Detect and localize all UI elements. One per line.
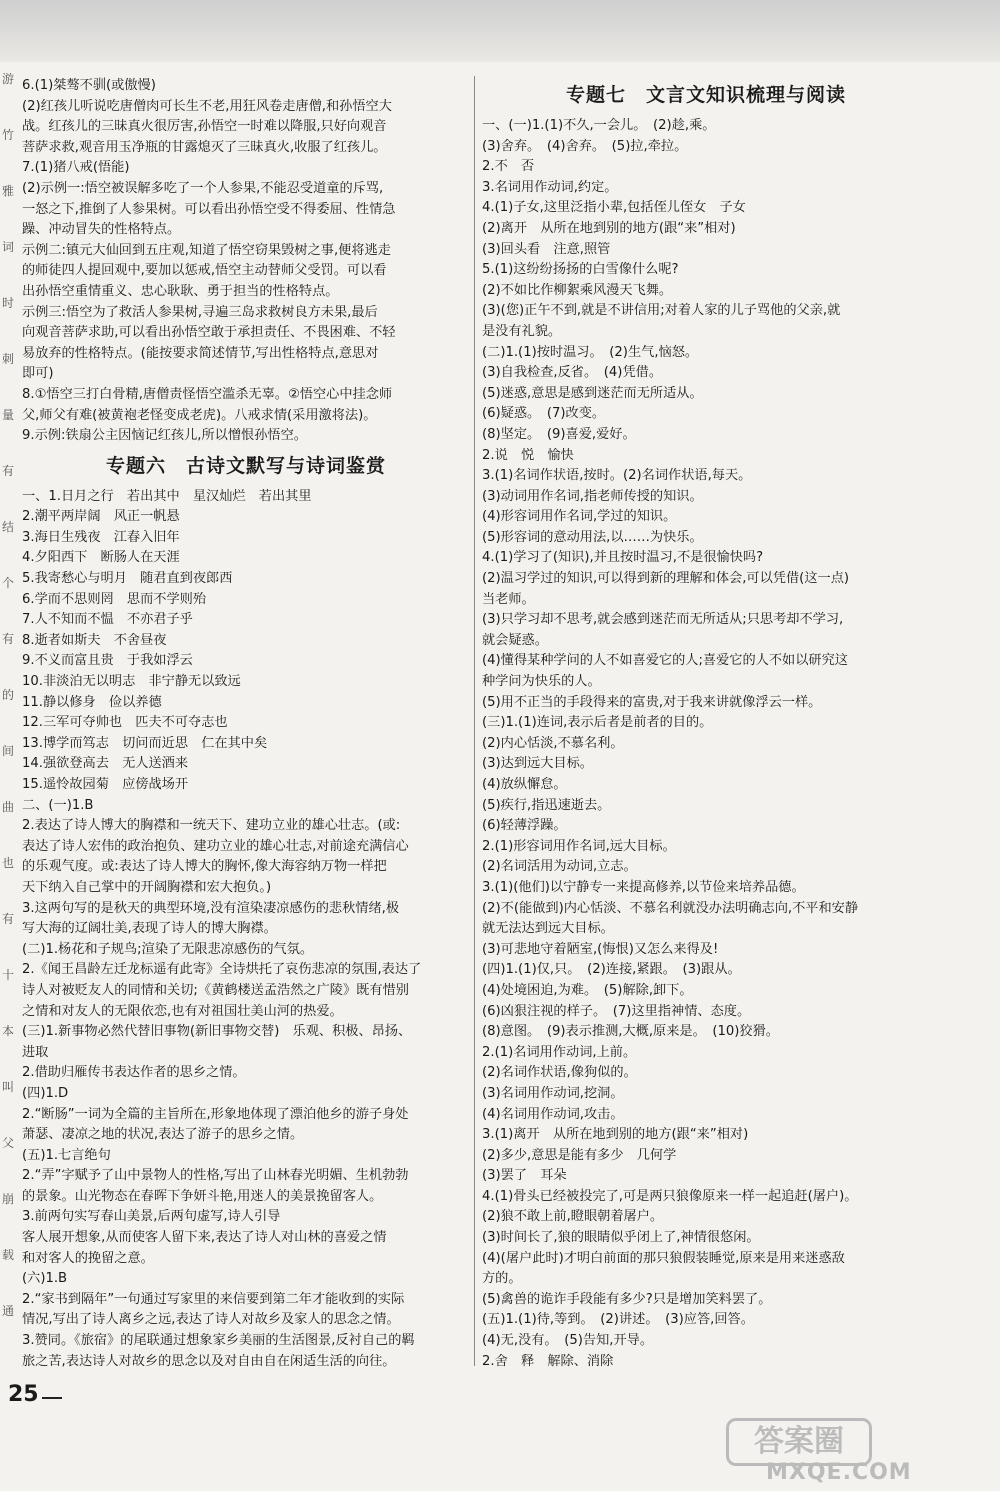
answer-line: 就会疑惑。	[482, 632, 548, 648]
edge-char: 竹	[2, 128, 15, 142]
answer-line: (2)不(能做到)内心恬淡、不慕名利就没办法明确志向,不平和安静	[482, 900, 859, 916]
answer-line: 当老师。	[482, 591, 535, 607]
answer-line: 12.三军可夺帅也 匹夫不可夺志也	[22, 715, 228, 731]
answer-line: (6)凶狠注视的样子。 (7)这里指神情、态度。	[482, 1003, 751, 1019]
answer-line: (2)名词活用为动词,立志。	[482, 859, 637, 875]
answer-line: 写大海的辽阔壮美,表现了诗人的博大胸襟。	[22, 921, 277, 937]
answer-line: (2)内心恬淡,不慕名利。	[482, 735, 624, 751]
answer-line: 13.博学而笃志 切问而近思 仁在其中矣	[22, 735, 268, 751]
answer-line: (2)多少,意思是能有多少 几何学	[482, 1147, 677, 1163]
answer-line: 2.舍 释 解除、消除	[482, 1353, 614, 1369]
answer-line: 就无法达到远大目标。	[482, 921, 614, 937]
edge-char: 雅	[2, 184, 15, 198]
answer-line: 11.静以修身 俭以养德	[22, 694, 162, 710]
answer-line: (5)用不正当的手段得来的富贵,对于我来讲就像浮云一样。	[482, 694, 822, 710]
answer-line: 2.“家书到隔年”一句通过写家里的来信要到第二年才能收到的实际	[22, 1291, 405, 1307]
answer-line: 14.强欲登高去 无人送酒来	[22, 756, 189, 772]
right-column	[482, 76, 930, 1372]
answer-line: 的景象。山光物态在春晖下争妍斗艳,用迷人的美景挽留客人。	[22, 1188, 383, 1204]
answer-line: 二、(一)1.B	[22, 797, 94, 813]
answer-line: 方的。	[482, 1271, 522, 1287]
answer-line: (2)不如比作柳絮乘风漫天飞舞。	[482, 282, 673, 298]
answer-line: 一、(一)1.(1)不久,一会儿。 (2)趁,乘。	[482, 118, 716, 133]
left-column	[22, 76, 470, 1372]
answer-line: 4.(1)骨头已经被投完了,可是两只狼像原来一样一起追赶(屠户)。	[482, 1188, 858, 1204]
answer-line: 旅之苦,表达诗人对故乡的思念以及对自由自在闲适生活的向往。	[22, 1353, 396, 1369]
answer-line: 的师徒四人提回观中,要加以惩戒,悟空主动替师父受罚。可以看	[22, 263, 387, 279]
answer-line: 父,师父有难(被黄袍老怪变成老虎)。八戒求情(采用激将法)。	[22, 407, 377, 423]
answer-line: 2.不 否	[482, 159, 535, 175]
edge-char: 游	[2, 72, 15, 86]
answer-line: 易放弃的性格特点。(能按要求简述情节,写出性格特点,意思对	[22, 345, 379, 361]
answer-line: (2)名词作状语,像狗似的。	[482, 1065, 637, 1081]
answer-line: 即可)	[22, 366, 54, 382]
edge-char: 通	[2, 1304, 15, 1318]
answer-line: 一、1.日月之行 若出其中 星汉灿烂 若出其里	[22, 488, 312, 504]
edge-char: 有	[2, 632, 15, 646]
answer-line: 萧瑟、凄凉之地的状况,表达了游子的思乡之情。	[22, 1127, 304, 1143]
answer-line: (2)温习学过的知识,可以得到新的理解和体会,可以凭借(这一点)	[482, 571, 850, 587]
answer-line: 7.(1)猪八戒(悟能)	[22, 160, 130, 176]
answer-line: (5)形容词的意动用法,以……为快乐。	[482, 529, 703, 545]
answer-line: 8.①悟空三打白骨精,唐僧责怪悟空滥杀无辜。②悟空心中挂念师	[22, 386, 393, 402]
edge-char: 父	[2, 1136, 15, 1150]
answer-line: 4.(1)子女,这里泛指小辈,包括侄儿侄女 子女	[482, 200, 746, 216]
answer-line: 3.海日生残夜 江春入旧年	[22, 529, 180, 545]
answer-line: 进取	[22, 1044, 49, 1060]
answer-line: (2)狼不敢上前,瞪眼朝着屠户。	[482, 1209, 664, 1225]
scan-top-band	[0, 0, 1000, 62]
answer-line: 15.遥怜故园菊 应傍战场开	[22, 777, 189, 792]
answer-line: (4)形容词用作名词,学过的知识。	[482, 509, 677, 525]
answer-line: 客人展开想象,从而使客人留下来,表达了诗人对山林的喜爱之情	[22, 1230, 387, 1246]
answer-line: 情况,写出了诗人离乡之远,表达了诗人对故乡及家人的思念之情。	[22, 1312, 400, 1328]
answer-line: 2.“断肠”一词为全篇的主旨所在,形象地体现了漂泊他乡的游子身处	[22, 1106, 409, 1122]
edge-char: 载	[2, 1248, 15, 1262]
answer-line: 5.我寄愁心与明月 随君直到夜郎西	[22, 571, 233, 587]
answer-line: 诗人对被贬友人的同情和关切;《黄鹤楼送孟浩然之广陵》既有惜别	[22, 982, 409, 998]
answer-line: (二)1.(1)按时温习。 (2)生气,恼怒。	[482, 344, 699, 360]
answer-line: 2.借助归雁传书表达作者的思乡之情。	[22, 1065, 246, 1081]
answer-line: 躁、冲动冒失的性格特点。	[22, 222, 181, 238]
edge-char: 词	[2, 240, 15, 254]
answer-line: 表达了诗人宏伟的政治抱负、建功立业的雄心壮志,对前途充满信心	[22, 838, 409, 854]
answer-line: (8)意图。 (9)表示推测,大概,原来是。 (10)狡猾。	[482, 1024, 779, 1040]
left-edge-bleed-text	[0, 70, 16, 1370]
answer-line: 2.潮平两岸阔 风正一帆悬	[22, 509, 180, 525]
answer-line: (3)罢了 耳朵	[482, 1168, 567, 1184]
watermark	[726, 1418, 976, 1484]
edge-char: 的	[2, 688, 15, 702]
answer-line: 是没有礼貌。	[482, 323, 562, 339]
answer-line: (3)舍弃。 (4)舍弃。 (5)拉,牵拉。	[482, 138, 688, 154]
edge-char: 个	[2, 576, 15, 590]
section-7-title: 专题七 文言文知识梳理与阅读	[565, 84, 846, 106]
answer-line: (4)名词用作动词,攻击。	[482, 1106, 624, 1122]
answer-line: (2)离开 从所在地到别的地方(跟“来”相对)	[482, 220, 736, 236]
edge-char: 曲	[2, 800, 15, 814]
edge-char: 也	[2, 856, 15, 870]
answer-line: 和对客人的挽留之意。	[22, 1250, 154, 1266]
answer-line: 天下纳入自己掌中的开阔胸襟和宏大抱负。)	[22, 879, 272, 895]
answer-line: 7.人不知而不愠 不亦君子乎	[22, 612, 193, 628]
answer-line: (3)动词用作名词,指老师传授的知识。	[482, 488, 703, 504]
answer-line: 出孙悟空重情重义、忠心耿耿、勇于担当的性格特点。	[22, 283, 339, 299]
answer-line: (2)红孩儿听说吃唐僧肉可长生不老,用狂风卷走唐僧,和孙悟空大	[22, 98, 392, 114]
section-6-title: 专题六 古诗文默写与诗词鉴赏	[105, 454, 386, 477]
answer-line: (3)自我检查,反省。 (4)凭借。	[482, 365, 663, 381]
answer-line: 9.示例:铁扇公主因恼记红孩儿,所以憎恨孙悟空。	[22, 428, 307, 444]
answer-line: 战。红孩儿的三昧真火很厉害,孙悟空一时难以降服,只好向观音	[22, 119, 387, 135]
answer-line: 的乐观气度。或:表达了诗人博大的胸怀,像大海容纳万物一样把	[22, 859, 387, 875]
answer-line: 10.非淡泊无以明志 非宁静无以致远	[22, 674, 241, 690]
edge-char: 间	[2, 744, 15, 758]
page-number: 25	[8, 1382, 39, 1407]
watermark-url: MXQE.COM	[766, 1460, 912, 1485]
answer-line: 3.(1)名词作状语,按时。(2)名词作状语,每天。	[482, 468, 752, 484]
answer-line: (五)1.(1)待,等到。 (2)讲述。 (3)应答,回答。	[482, 1312, 754, 1328]
answer-line: (4)处境困迫,为难。 (5)解除,卸下。	[482, 982, 693, 998]
answer-line: 2.“弄”字赋予了山中景物人的性格,写出了山林春光明媚、生机勃勃	[22, 1168, 409, 1184]
answer-line: (4)懂得某种学问的人不如喜爱它的人;喜爱它的人不如以研究这	[482, 653, 848, 669]
watermark-logo: 答案圈	[726, 1418, 872, 1466]
answer-line: (二)1.杨花和子规鸟;渲染了无限悲凉感伤的气氛。	[22, 941, 314, 957]
answer-line: 2.(1)形容词用作名词,远大目标。	[482, 838, 676, 854]
answer-line: 2.表达了诗人博大的胸襟和一统天下、建功立业的雄心壮志。(或:	[22, 818, 401, 834]
edge-char: 本	[2, 1024, 15, 1038]
edge-char: 十	[2, 968, 15, 982]
left-answers-bottom	[22, 487, 470, 1373]
answer-line: 6.(1)桀骜不驯(或傲慢)	[22, 78, 156, 93]
answer-line: 示例二:镇元大仙回到五庄观,知道了悟空窃果毁树之事,便将逃走	[22, 242, 391, 258]
answer-line: (四)1.D	[22, 1085, 69, 1101]
answer-line: 3.(1)离开 从所在地到别的地方(跟“来”相对)	[482, 1127, 749, 1143]
answer-line: 示例三:悟空为了救活人参果树,寻遍三岛求救树良方未果,最后	[22, 304, 378, 320]
column-divider	[474, 76, 475, 1366]
answer-line: (4)无,没有。 (5)告知,开导。	[482, 1333, 654, 1349]
answer-line: (3)可悲地守着陋室,(悔恨)又怎么来得及!	[482, 941, 719, 957]
answer-line: 3.名词用作动词,约定。	[482, 179, 618, 195]
answer-line: 2.(1)名词用作动词,上前。	[482, 1044, 637, 1060]
answer-line: 6.学而不思则罔 思而不学则殆	[22, 591, 207, 607]
answer-line: (三)1.新事物必然代替旧事物(新旧事物交替) 乐观、积极、昂扬、	[22, 1024, 412, 1040]
answer-line: 3.(1)(他们)以宁静专一来提高修养,以节俭来培养品德。	[482, 879, 805, 895]
edge-char: 量	[2, 408, 15, 422]
answer-line: (4)(屠户此时)才明白前面的那只狼假装睡觉,原来是用来迷惑敌	[482, 1250, 845, 1266]
answer-line: (4)放纵懈怠。	[482, 777, 567, 792]
answer-line: (五)1.七言绝句	[22, 1147, 111, 1163]
answer-line: (6)轻薄浮躁。	[482, 818, 567, 834]
edge-char: 崩	[2, 1192, 15, 1206]
answer-line: 4.夕阳西下 断肠人在天涯	[22, 550, 180, 566]
answer-line: 向观音菩萨求助,可以看出孙悟空敢于承担责任、不畏困难、不轻	[22, 325, 396, 341]
edge-char: 有	[2, 912, 15, 926]
answer-line: (3)回头看 注意,照管	[482, 241, 611, 257]
answer-line: 2.说 悦 愉快	[482, 447, 574, 463]
answer-line: (3)时间长了,狼的眼睛似乎闭上了,神情很悠闲。	[482, 1230, 760, 1246]
answer-line: 3.前两句实写春山美景,后两句虚写,诗人引导	[22, 1209, 281, 1225]
answer-line: (5)迷惑,意思是感到迷茫而无所适从。	[482, 385, 703, 401]
edge-char: 有	[2, 464, 15, 478]
answer-line: (3)只学习却不思考,就会感到迷茫而无所适从;只思考却不学习,	[482, 612, 844, 628]
answer-line: (三)1.(1)连词,表示后者是前者的目的。	[482, 715, 713, 731]
answer-line: 8.逝者如斯夫 不舍昼夜	[22, 632, 167, 648]
answer-line: (6)疑惑。 (7)改变。	[482, 406, 606, 422]
edge-char: 刺	[2, 352, 15, 366]
edge-char: 结	[2, 520, 15, 534]
answer-line: (8)坚定。 (9)喜爱,爱好。	[482, 426, 636, 442]
answer-line: 菩萨求救,观音用玉净瓶的甘露熄灭了三昧真火,收服了红孩儿。	[22, 139, 387, 155]
answer-line: (3)名词用作动词,挖洞。	[482, 1085, 624, 1101]
left-answers-top	[22, 76, 470, 447]
answer-line: (3)(您)正午不到,就是不讲信用;对着人家的儿子骂他的父亲,就	[482, 303, 841, 319]
right-answers	[482, 116, 930, 1372]
answer-line: (四)1.(1)仅,只。 (2)连接,紧跟。 (3)跟从。	[482, 962, 741, 978]
answer-line: (3)达到远大目标。	[482, 756, 593, 772]
answer-line: (2)示例一:悟空被误解多吃了一个人参果,不能忍受道童的斥骂,	[22, 180, 384, 196]
answer-line: (5)禽兽的诡诈手段能有多少?只是增加笑料罢了。	[482, 1291, 772, 1307]
answer-line: (六)1.B	[22, 1271, 68, 1287]
answer-line: 一怒之下,推倒了人参果树。可以看出孙悟空受不得委屈、性情急	[22, 201, 396, 217]
answer-line: 4.(1)学习了(知识),并且按时温习,不是很愉快吗?	[482, 550, 764, 566]
answer-line: 9.不义而富且贵 于我如浮云	[22, 653, 193, 669]
answer-line: 之情和对友人的无限依恋,也有对祖国壮美山河的热爱。	[22, 1003, 343, 1019]
answer-line: 5.(1)这纷纷扬扬的白雪像什么呢?	[482, 262, 679, 278]
answer-line: 3.赞同。《旅宿》的尾联通过想象家乡美丽的生活图景,反衬自己的羁	[22, 1333, 415, 1349]
answer-line: 3.这两句写的是秋天的典型环境,没有渲染凄凉感伤的悲秋情绪,极	[22, 900, 400, 916]
edge-char: 时	[2, 296, 15, 310]
answer-line: 种学问为快乐的人。	[482, 674, 601, 690]
answer-line: 2.《闻王昌龄左迁龙标遥有此寄》全诗烘托了哀伤悲凉的氛围,表达了	[22, 962, 422, 978]
edge-char: 叫	[2, 1080, 15, 1094]
page-number-rule	[42, 1397, 62, 1399]
answer-line: (5)疾行,指迅速逝去。	[482, 797, 611, 813]
